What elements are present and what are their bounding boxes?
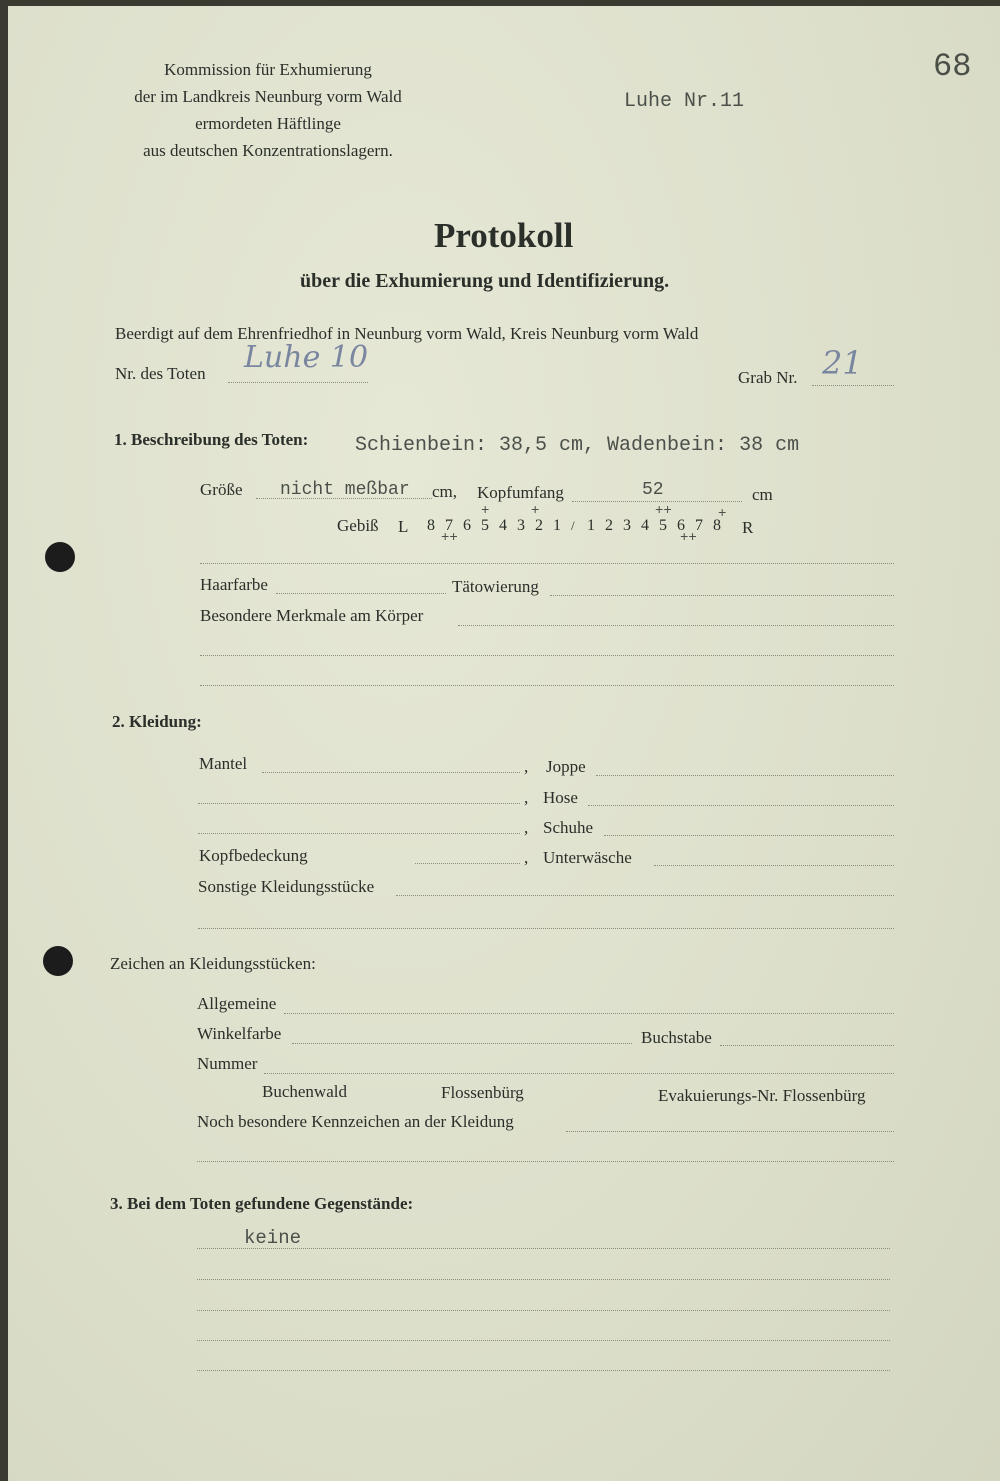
items-line-3	[197, 1310, 890, 1311]
punch-hole-lower	[43, 946, 73, 976]
body-features-line	[458, 625, 894, 626]
trousers-line	[588, 805, 894, 806]
section1-heading: 1. Beschreibung des Toten:	[114, 430, 309, 449]
dead-number-value: Luhe 10	[244, 340, 369, 375]
head-circumference-value: 52	[642, 480, 664, 500]
size-unit: cm,	[432, 482, 458, 501]
coat-line-3	[198, 833, 520, 834]
extra-marks-label: Noch besondere Kennzeichen an der Kleidung	[197, 1112, 514, 1131]
tooth-right-6: 6	[677, 517, 685, 534]
evacuation-number-label: Evakuierungs-Nr. Flossenbürg	[658, 1086, 866, 1105]
document-title: Protokoll	[434, 216, 574, 255]
general-mark-line	[284, 1013, 894, 1014]
burial-line: Beerdigt auf dem Ehrenfriedhof in Neunburg vorm Wald, Kreis Neunburg vorm Wald	[115, 324, 699, 343]
teeth-extra-line	[200, 563, 894, 564]
section2-heading: 2. Kleidung:	[112, 712, 202, 731]
tattoo-label: Tätowierung	[452, 577, 539, 596]
tooth-left-6: 6	[463, 517, 471, 534]
letter-line	[720, 1045, 894, 1046]
coat-line-2	[198, 803, 520, 804]
tooth-left-8: 8	[427, 517, 435, 534]
page-number: 68	[933, 48, 972, 85]
found-items-value: keine	[244, 1227, 302, 1249]
items-line-2	[197, 1279, 890, 1280]
jacket-label: Joppe	[546, 757, 586, 776]
items-line-5	[197, 1370, 890, 1371]
tooth-right-5: 5	[659, 517, 667, 534]
teeth-divider: /	[571, 518, 575, 533]
other-clothing-label: Sonstige Kleidungsstücke	[198, 877, 375, 896]
tooth-right-7: 7	[695, 517, 703, 534]
tooth-right-3: 3	[623, 517, 631, 534]
commission-header	[88, 56, 448, 164]
teeth-right-marker: R	[742, 518, 754, 537]
section3-heading: 3. Bei dem Toten gefundene Gegenstände:	[110, 1194, 414, 1213]
extra-marks-line-2	[197, 1161, 894, 1162]
underwear-label: Unterwäsche	[543, 848, 632, 867]
tooth-right-8: 8	[713, 517, 721, 534]
tooth-mark: ++	[655, 503, 672, 519]
headwear-label: Kopfbedeckung	[199, 846, 308, 865]
headwear-line	[415, 863, 520, 864]
letter-label: Buchstabe	[641, 1028, 712, 1047]
tooth-left-2: 2	[535, 517, 543, 534]
header-line-4: aus deutschen Konzentrationslagern.	[143, 141, 393, 160]
tooth-left-7: 7	[445, 517, 453, 534]
grave-label: Grab Nr.	[738, 368, 798, 387]
teeth-label: Gebiß	[337, 516, 379, 535]
comma: ,	[524, 757, 529, 776]
body-features-line-2	[200, 655, 894, 656]
comma: ,	[524, 818, 529, 837]
body-features-line-3	[200, 685, 894, 686]
head-circumference-unit: cm	[752, 485, 773, 504]
shoes-line	[604, 835, 894, 836]
body-features-label: Besondere Merkmale am Körper	[200, 606, 424, 625]
dead-number-line	[228, 382, 368, 383]
size-value: nicht meßbar	[280, 480, 410, 500]
number-label: Nummer	[197, 1054, 258, 1073]
triangle-color-line	[292, 1043, 632, 1044]
other-clothing-line	[396, 895, 894, 896]
tooth-mark: +	[531, 503, 540, 519]
number-line	[264, 1073, 894, 1074]
tattoo-line	[550, 595, 894, 596]
document-subtitle: über die Exhumierung und Identifizierung.	[300, 270, 670, 292]
tooth-left-1: 1	[553, 517, 561, 534]
hair-color-label: Haarfarbe	[200, 575, 268, 594]
header-line-3: ermordeten Häftlinge	[195, 114, 341, 133]
teeth-left-marker: L	[398, 517, 409, 536]
tooth-mark: +	[718, 506, 727, 522]
tooth-right-1: 1	[587, 517, 595, 534]
comma: ,	[524, 788, 529, 807]
buchenwald-label: Buchenwald	[262, 1082, 347, 1101]
tooth-right-4: 4	[641, 517, 649, 534]
grave-line	[812, 385, 894, 386]
dead-number-label: Nr. des Toten	[115, 364, 206, 383]
shoes-label: Schuhe	[543, 818, 594, 837]
tooth-left-5: 5	[481, 517, 489, 534]
tooth-mark: ++	[441, 530, 458, 546]
flossenburg-label: Flossenbürg	[441, 1083, 524, 1102]
tooth-left-4: 4	[499, 517, 507, 534]
items-line-4	[197, 1340, 890, 1341]
trousers-label: Hose	[543, 788, 578, 807]
tooth-left-3: 3	[517, 517, 525, 534]
tooth-mark: +	[481, 503, 490, 519]
general-mark-label: Allgemeine	[197, 994, 277, 1013]
grave-value: 21	[822, 344, 863, 382]
clothing-marks-heading: Zeichen an Kleidungsstücken:	[110, 954, 316, 973]
head-circumference-line	[572, 501, 742, 502]
extra-marks-line	[566, 1131, 894, 1132]
jacket-line	[596, 775, 894, 776]
coat-line	[262, 772, 520, 773]
other-clothing-line-2	[198, 928, 894, 929]
underwear-line	[654, 865, 894, 866]
hair-color-line	[276, 593, 446, 594]
size-label: Größe	[200, 480, 243, 499]
header-line-2: der im Landkreis Neunburg vorm Wald	[134, 87, 402, 106]
head-circumference-label: Kopfumfang	[477, 483, 564, 502]
bone-measurements: Schienbein: 38,5 cm, Wadenbein: 38 cm	[355, 434, 800, 457]
punch-hole-upper	[45, 542, 75, 572]
tooth-mark: ++	[680, 530, 697, 546]
header-line-1: Kommission für Exhumierung	[164, 60, 372, 79]
coat-label: Mantel	[199, 754, 248, 773]
triangle-color-label: Winkelfarbe	[197, 1024, 282, 1043]
tooth-right-2: 2	[605, 517, 613, 534]
reference-number: Luhe Nr.11	[624, 90, 745, 113]
comma: ,	[524, 848, 529, 867]
